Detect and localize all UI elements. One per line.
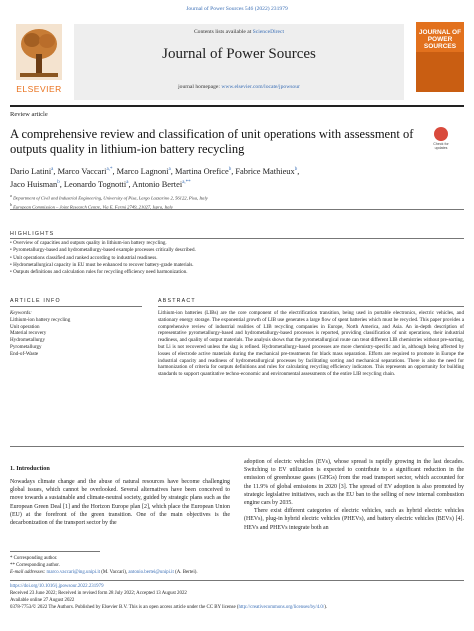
author-name[interactable]: Antonio Bertei$^{a,**}$ xyxy=(132,180,191,190)
introduction-paragraph: adoption of electric vehicles (EVs), whose spread is rapidly growing in the last decades. Switching to EV utilization is expected to contribute to a significant reduction in the emission of greenhouse gases (GHGs) from the road transport sector, which accounted for the 11.9% of global emissions in 2020 [3]. The spread of EV adoption is also promoted by strategic legislative initiatives, such as the EU ban to the selling of new internal combustion engine cars by 2035. xyxy=(244,459,464,507)
introduction-column-right xyxy=(244,458,464,532)
received-dates: Received 23 June 2022; Received in revised form 28 July 2022; Accepted 13 August 2022 xyxy=(10,591,187,596)
article-info-divider xyxy=(10,306,142,307)
license-link[interactable]: http://creativecommons.org/licenses/by/4.0/ xyxy=(238,605,325,610)
introduction-paragraph: There exist different categories of electric vehicles, such as hybrid electric vehicles (HEVs), plug-in hybrid electric vehicles (PHEVs), and battery electric vehicles (BEVs) [4]. HEVs and PHEVs integrate both an xyxy=(244,508,464,531)
journal-reference[interactable]: Journal of Power Sources 546 (2022) 231979 xyxy=(186,6,288,12)
masthead-info-box xyxy=(74,24,404,100)
section-heading-introduction: 1. Introduction xyxy=(10,465,50,472)
email-link[interactable]: marco.vaccari@ing.unipi.it xyxy=(46,570,101,575)
check-for-updates-button[interactable] xyxy=(428,127,454,155)
bottom-divider xyxy=(10,580,464,581)
doi-link[interactable]: https://doi.org/10.1016/j.jpowsour.2022.231979 xyxy=(10,584,104,589)
keyword-item: Material recovery xyxy=(10,330,47,337)
affiliation-item: $^a$ Department of Civil and Industrial Engineering, University of Pisa, Largo Lazzarino 2, 56122, Pisa, Italy xyxy=(10,194,208,201)
keyword-item: Lithium-ion battery recycling xyxy=(10,317,71,323)
author-name[interactable]: Martina Orefice$^b$ xyxy=(174,166,232,176)
author-name[interactable]: Marco Vaccari$^{a,*}$ xyxy=(57,166,113,176)
cover-artwork xyxy=(416,52,464,92)
highlights-heading: HIGHLIGHTS xyxy=(10,231,55,237)
highlight-item: • Outputs definitions and calculation rules for recycling efficiency need harmonization. xyxy=(10,269,188,276)
front-matter-divider xyxy=(10,446,464,447)
highlight-item: • Hydrometallurgical capacity in EU must be enhanced to recover battery-grade materials. xyxy=(10,261,194,268)
contents-line xyxy=(74,29,404,35)
email-addresses xyxy=(10,569,464,576)
keyword-item: Unit operation xyxy=(10,323,40,330)
author-name[interactable]: Leonardo Tognotti$^a$ xyxy=(63,180,129,190)
email-label: E-mail addresses: xyxy=(10,570,46,575)
abstract-divider xyxy=(158,306,464,307)
email-owner: (A. Bertei). xyxy=(175,570,198,575)
keywords-list xyxy=(10,317,70,357)
affiliation-item: $^b$ European Commission – Joint Research Centre, Via E. Fermi 2749, 21027, Ispra, Italy xyxy=(10,202,173,210)
corresponding-author-note: ** Corresponding author. xyxy=(10,563,60,568)
contents-prefix: Contents lists available at xyxy=(193,29,253,35)
author-name[interactable]: Dario Latini$^a$ xyxy=(10,166,54,176)
highlights-divider xyxy=(10,238,464,239)
keyword-item: End-of-Waste xyxy=(10,350,39,357)
keywords-label: Keywords: xyxy=(10,310,32,316)
journal-title[interactable]: Journal of Power Sources xyxy=(162,46,316,62)
email-link[interactable]: antonio.bertei@unipi.it xyxy=(128,570,174,575)
author-name[interactable]: Fabrice Mathieux$^b$ xyxy=(235,166,298,176)
corresponding-author-note: * Corresponding author. xyxy=(10,556,58,561)
check-for-updates-icon xyxy=(434,127,448,141)
article-title: A comprehensive review and classification of unit operations with assessment of outputs quality in lithium-ion battery recycling xyxy=(10,127,414,156)
affiliations xyxy=(10,193,464,210)
journal-cover-thumbnail[interactable] xyxy=(416,22,464,92)
publisher-name: ELSEVIER xyxy=(16,84,62,94)
cover-title: JOURNAL OF POWER SOURCES xyxy=(418,29,462,50)
check-for-updates-label: Check for updates xyxy=(433,142,449,150)
author-name[interactable]: Marco Lagnoni$^a$ xyxy=(116,166,171,176)
highlight-item: • Pyrometallurgy-based and hydrometallurgy-based example processes critically described. xyxy=(10,247,196,254)
homepage-prefix: journal homepage: xyxy=(178,84,222,90)
keyword-item: Pyrometallurgy xyxy=(10,343,42,350)
highlight-item: • Overview of capacities and outputs quality in lithium-ion battery recycling. xyxy=(10,240,167,246)
keyword-item: Hydrometallurgy xyxy=(10,337,45,344)
journal-masthead xyxy=(10,20,464,107)
introduction-paragraph-left: Nowadays climate change and the abuse of natural resources have become challenging global issues, which cannot be overlooked. Several alternatives have been conceived to move towards a sustainable and climate-neutral society, guided by strategic plans such as the European Green Deal [1] and the Horizon Europe plan [2], which place the European Union (EU) at the forefront of the green transition. One of the main objectives is the decarbonization of the transport sector by the xyxy=(10,479,230,527)
footnote-divider xyxy=(10,551,100,552)
elsevier-logo[interactable] xyxy=(10,24,68,96)
email-owner: (M. Vaccari), xyxy=(101,570,128,575)
article-info-heading: ARTICLE INFO xyxy=(10,298,61,304)
highlight-item: • Unit operations classified and ranked according to industrial readiness. xyxy=(10,254,158,261)
available-online-date: Available online 27 August 2022 xyxy=(10,598,75,603)
masthead-divider xyxy=(10,105,464,107)
abstract-text: Lithium-ion batteries (LIBs) are the core component of the electrification transition, being used in portable electronics, electric vehicles, and stationary energy storage. The exponential growth of LIB use generates a large flow of spent batteries which must be recycled. This paper provides a comprehensive review of industrial realities of LIB recycling companies in Europe, North America, and Asia. An in-depth description of representative pyrometallurgy-based and hydrometallurgy-based processes is reported, providing classification of unit operations, their industrial readiness, and quality of output materials. The analysis shows that the pyrometallurgical route can treat different LIB chemistries without pre-sorting, but Li is not recovered unless the slag is refined. Hydrometallurgy-based processes are more chemistry-specific and in, although being affected by losses of electrode active materials during the mechanical pre-treatments for black mass separation. Efforts are required to promote in Europe the industrial capacity and readiness of hydrometallurgical processes by facilitating sorting and mechanical separations. There is also the need for harmonization of criteria for outputs definitions and rules for calculating recycling efficiency indicators. This represents an opportunity for building standards to support quantitative techno-economic and environmental assessments of the entire LIB recycling chain. xyxy=(158,310,464,378)
article-type: Review article xyxy=(10,111,48,118)
journal-homepage-link[interactable]: www.elsevier.com/locate/jpowsour xyxy=(221,84,300,90)
elsevier-tree-icon xyxy=(16,24,62,80)
affiliation-divider xyxy=(10,209,464,210)
author-name[interactable]: Jaco Huisman$^b$ xyxy=(10,180,60,190)
footnotes xyxy=(10,555,464,576)
author-list: Dario Latini$^a$, Marco Vaccari$^{a,*}$, Marco Lagnoni$^a$, Martina Orefice$^b$, Fabrice Mathieux$^b$, Jaco Huisman$^b$, Leonardo Tognotti$^a$, Antonio Bertei$^{a,**}$ xyxy=(10,166,300,190)
publication-info xyxy=(10,583,464,611)
license-line: 0378-7753/© 2022 The Authors. Published by Elsevier B.V. This is an open access article under the CC BY license (http://creativecommons.org/licenses/by/4.0/). xyxy=(10,605,328,610)
sciencedirect-link[interactable]: ScienceDirect xyxy=(252,29,285,35)
homepage-line xyxy=(74,84,404,90)
abstract-heading: ABSTRACT xyxy=(158,298,196,304)
highlights-list xyxy=(10,240,464,276)
